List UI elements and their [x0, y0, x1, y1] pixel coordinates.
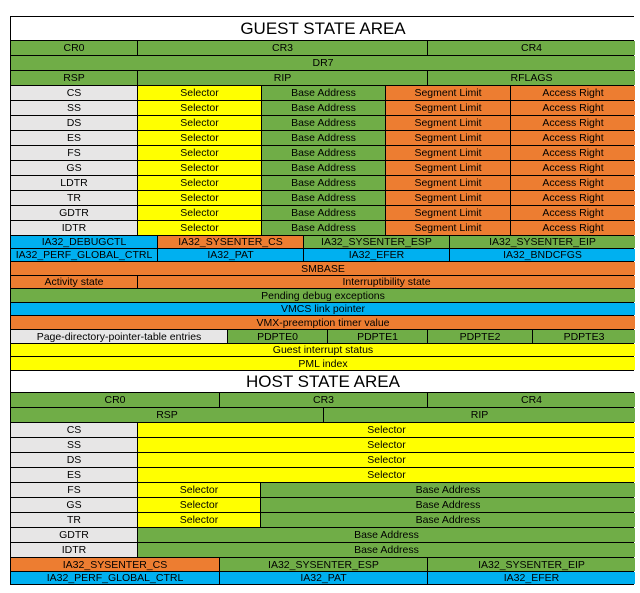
diagram-row [10, 407, 634, 422]
diagram-row [10, 40, 634, 55]
field-cell-ia32-sysenter-cs: IA32_SYSENTER_CS [11, 558, 219, 571]
diagram-row [10, 356, 634, 370]
field-cell-ia32-efer: IA32_EFER [427, 572, 635, 584]
diagram-row [10, 160, 634, 175]
field-cell-segment-limit: Segment Limit [385, 206, 510, 220]
field-cell-selector: Selector [137, 453, 635, 467]
field-cell-segment-limit: Segment Limit [385, 116, 510, 130]
field-cell-pending-debug-exceptions: Pending debug exceptions [11, 289, 635, 302]
diagram-row [10, 130, 634, 145]
field-cell-tr: TR [11, 513, 137, 527]
diagram-row [10, 497, 634, 512]
field-cell-access-right: Access Right [510, 146, 635, 160]
field-cell-selector: Selector [137, 483, 260, 497]
field-cell-selector: Selector [137, 438, 635, 452]
diagram-row [10, 437, 634, 452]
field-cell-rip: RIP [323, 408, 635, 422]
field-cell-selector: Selector [137, 498, 260, 512]
field-cell-rsp: RSP [11, 71, 137, 85]
field-cell-selector: Selector [137, 176, 261, 190]
field-cell-base-address: Base Address [261, 101, 385, 115]
field-cell-access-right: Access Right [510, 161, 635, 175]
field-cell-es: ES [11, 131, 137, 145]
field-cell-pml-index: PML index [11, 357, 635, 370]
diagram-row [10, 370, 634, 392]
diagram-row [10, 115, 634, 130]
field-cell-base-address: Base Address [261, 146, 385, 160]
field-cell-segment-limit: Segment Limit [385, 131, 510, 145]
diagram-row [10, 145, 634, 160]
field-cell-segment-limit: Segment Limit [385, 86, 510, 100]
field-cell-vmx-preemption-timer-value: VMX-preemption timer value [11, 316, 635, 329]
field-cell-rsp: RSP [11, 408, 323, 422]
field-cell-gdtr: GDTR [11, 206, 137, 220]
field-cell-activity-state: Activity state [11, 276, 137, 288]
field-cell-ia32-debugctl: IA32_DEBUGCTL [11, 236, 157, 248]
field-cell-selector: Selector [137, 468, 635, 482]
field-cell-base-address: Base Address [261, 206, 385, 220]
diagram-row [10, 302, 634, 315]
diagram-row [10, 205, 634, 220]
field-cell-base-address: Base Address [137, 528, 635, 542]
field-cell-rip: RIP [137, 71, 427, 85]
diagram-row [10, 220, 634, 235]
field-cell-dr7: DR7 [11, 56, 635, 70]
field-cell-base-address: Base Address [261, 116, 385, 130]
diagram-row [10, 422, 634, 437]
field-cell-segment-limit: Segment Limit [385, 191, 510, 205]
field-cell-gdtr: GDTR [11, 528, 137, 542]
field-cell-segment-limit: Segment Limit [385, 221, 510, 235]
diagram-row [10, 482, 634, 497]
diagram-row [10, 190, 634, 205]
field-cell-ia32-sysenter-cs: IA32_SYSENTER_CS [157, 236, 303, 248]
field-cell-smbase: SMBASE [11, 262, 635, 275]
field-cell-cr3: CR3 [137, 41, 427, 55]
diagram-row [10, 175, 634, 190]
field-cell-access-right: Access Right [510, 86, 635, 100]
diagram-row [10, 55, 634, 70]
field-cell-fs: FS [11, 483, 137, 497]
field-cell-base-address: Base Address [261, 161, 385, 175]
field-cell-interruptibility-state: Interruptibility state [137, 276, 635, 288]
field-cell-fs: FS [11, 146, 137, 160]
field-cell-access-right: Access Right [510, 176, 635, 190]
field-cell-guest-interrupt-status: Guest interrupt status [11, 344, 635, 356]
diagram-row [10, 100, 634, 115]
diagram-row [10, 467, 634, 482]
field-cell-cr4: CR4 [427, 41, 635, 55]
field-cell-access-right: Access Right [510, 221, 635, 235]
field-cell-segment-limit: Segment Limit [385, 146, 510, 160]
field-cell-selector: Selector [137, 423, 635, 437]
field-cell-ia32-perf-global-ctrl: IA32_PERF_GLOBAL_CTRL [11, 249, 157, 261]
field-cell-selector: Selector [137, 131, 261, 145]
field-cell-base-address: Base Address [260, 513, 635, 527]
field-cell-rflags: RFLAGS [427, 71, 635, 85]
field-cell-selector: Selector [137, 146, 261, 160]
diagram-row [10, 329, 634, 343]
field-cell-segment-limit: Segment Limit [385, 176, 510, 190]
field-cell-ds: DS [11, 453, 137, 467]
field-cell-pdpte2: PDPTE2 [427, 330, 532, 343]
field-cell-ia32-perf-global-ctrl: IA32_PERF_GLOBAL_CTRL [11, 572, 219, 584]
field-cell-ia32-efer: IA32_EFER [303, 249, 449, 261]
field-cell-selector: Selector [137, 221, 261, 235]
diagram-row [10, 343, 634, 356]
diagram-row [10, 571, 634, 585]
field-cell-cr3: CR3 [219, 393, 427, 407]
field-cell-cr0: CR0 [11, 393, 219, 407]
field-cell-base-address: Base Address [261, 221, 385, 235]
field-cell-base-address: Base Address [260, 498, 635, 512]
diagram-row [10, 542, 634, 557]
diagram-row [10, 315, 634, 329]
field-cell-access-right: Access Right [510, 101, 635, 115]
field-cell-selector: Selector [137, 206, 261, 220]
field-cell-gs: GS [11, 161, 137, 175]
field-cell-ia32-pat: IA32_PAT [157, 249, 303, 261]
diagram-row [10, 512, 634, 527]
field-cell-es: ES [11, 468, 137, 482]
field-cell-cr0: CR0 [11, 41, 137, 55]
field-cell-ds: DS [11, 116, 137, 130]
field-cell-selector: Selector [137, 191, 261, 205]
field-cell-ldtr: LDTR [11, 176, 137, 190]
diagram-row [10, 557, 634, 571]
field-cell-ia32-bndcfgs: IA32_BNDCFGS [449, 249, 635, 261]
diagram-row [10, 261, 634, 275]
field-cell-vmcs-link-pointer: VMCS link pointer [11, 303, 635, 315]
field-cell-cs: CS [11, 86, 137, 100]
field-cell-pdpte0: PDPTE0 [227, 330, 327, 343]
field-cell-base-address: Base Address [261, 86, 385, 100]
field-cell-cr4: CR4 [427, 393, 635, 407]
field-cell-selector: Selector [137, 101, 261, 115]
diagram-row [10, 527, 634, 542]
field-cell-access-right: Access Right [510, 131, 635, 145]
field-cell-ia32-sysenter-esp: IA32_SYSENTER_ESP [219, 558, 427, 571]
field-cell-selector: Selector [137, 86, 261, 100]
field-cell-idtr: IDTR [11, 543, 137, 557]
field-cell-base-address: Base Address [261, 191, 385, 205]
diagram-row [10, 16, 634, 40]
field-cell-access-right: Access Right [510, 191, 635, 205]
field-cell-base-address: Base Address [260, 483, 635, 497]
field-cell-selector: Selector [137, 513, 260, 527]
diagram-row [10, 452, 634, 467]
field-cell-base-address: Base Address [261, 176, 385, 190]
field-cell-ia32-sysenter-eip: IA32_SYSENTER_EIP [427, 558, 635, 571]
field-cell-tr: TR [11, 191, 137, 205]
field-cell-segment-limit: Segment Limit [385, 101, 510, 115]
section-title: HOST STATE AREA [11, 371, 635, 392]
diagram-row [10, 235, 634, 248]
diagram-row [10, 275, 634, 288]
field-cell-pdpte1: PDPTE1 [327, 330, 427, 343]
diagram-row [10, 248, 634, 261]
field-cell-base-address: Base Address [137, 543, 635, 557]
field-cell-ia32-sysenter-esp: IA32_SYSENTER_ESP [303, 236, 449, 248]
field-cell-pdpte3: PDPTE3 [532, 330, 635, 343]
diagram-row [10, 288, 634, 302]
field-cell-segment-limit: Segment Limit [385, 161, 510, 175]
field-cell-ss: SS [11, 438, 137, 452]
field-cell-page-directory-pointer-table-entries: Page-directory-pointer-table entries [11, 330, 227, 343]
field-cell-gs: GS [11, 498, 137, 512]
vmcs-layout-diagram [10, 16, 634, 585]
field-cell-access-right: Access Right [510, 206, 635, 220]
field-cell-access-right: Access Right [510, 116, 635, 130]
field-cell-selector: Selector [137, 161, 261, 175]
field-cell-cs: CS [11, 423, 137, 437]
diagram-row [10, 392, 634, 407]
diagram-row [10, 70, 634, 85]
field-cell-idtr: IDTR [11, 221, 137, 235]
diagram-row [10, 85, 634, 100]
field-cell-ia32-sysenter-eip: IA32_SYSENTER_EIP [449, 236, 635, 248]
field-cell-selector: Selector [137, 116, 261, 130]
field-cell-base-address: Base Address [261, 131, 385, 145]
field-cell-ia32-pat: IA32_PAT [219, 572, 427, 584]
section-title: GUEST STATE AREA [11, 17, 635, 40]
field-cell-ss: SS [11, 101, 137, 115]
